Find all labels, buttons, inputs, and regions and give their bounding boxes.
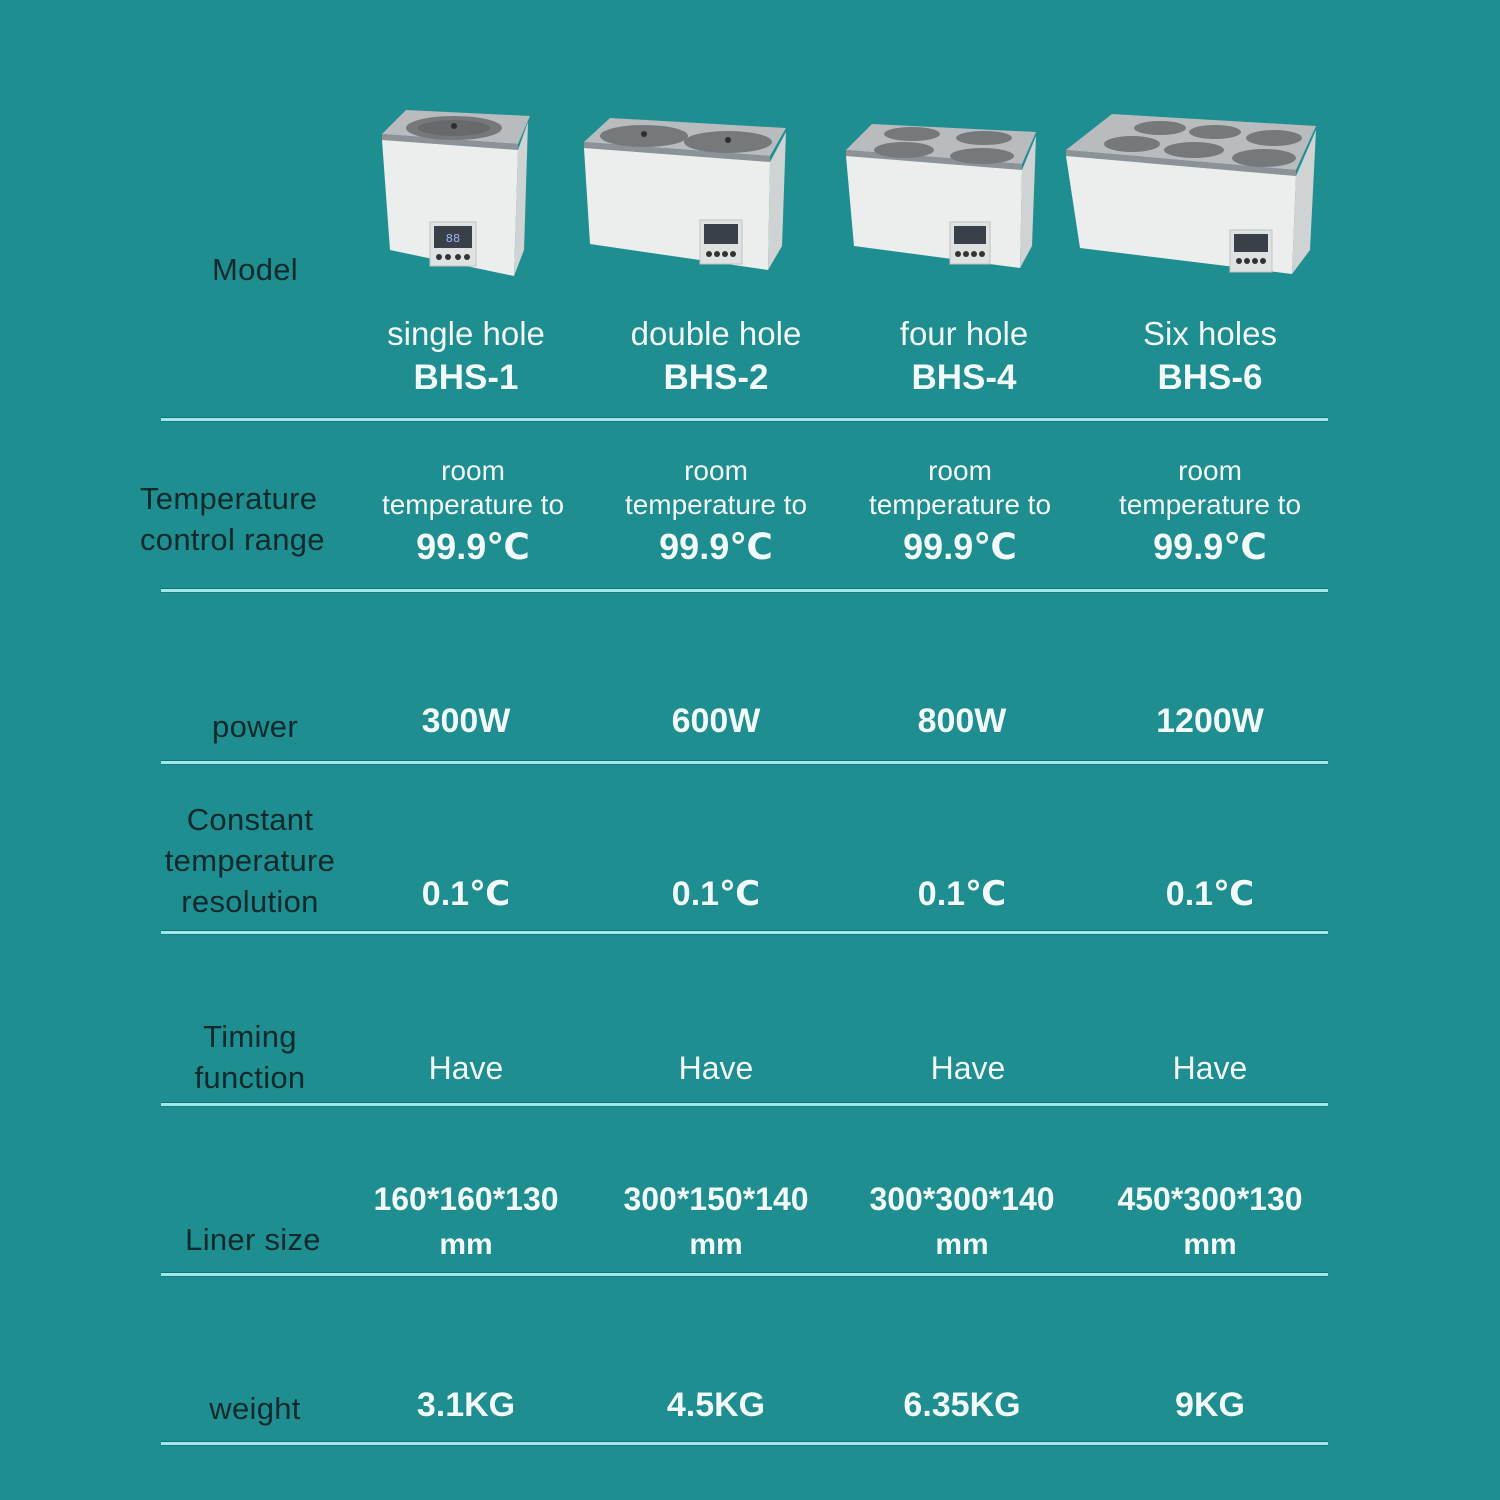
model-code: BHS-6 [1157, 358, 1263, 397]
temp-line: room [684, 455, 748, 486]
model-name: four hole [899, 315, 1029, 352]
row-label-weight: weight [209, 1391, 301, 1426]
temp-range-cell [348, 454, 598, 572]
row-divider [161, 931, 1328, 934]
temp-range-cell [1085, 454, 1335, 572]
label-line: function [194, 1060, 306, 1095]
temp-range-cell [591, 454, 841, 572]
svg-text:88: 88 [445, 232, 461, 246]
model-code: BHS-4 [911, 358, 1017, 397]
label-line: resolution [181, 884, 319, 919]
row-label-temperature-range [140, 478, 368, 560]
temp-line: room [1178, 455, 1242, 486]
label-line: Constant [186, 802, 314, 837]
water-bath-4-hole-image [842, 118, 1038, 273]
power-value: 300W [421, 702, 511, 740]
row-divider [161, 1103, 1328, 1106]
weight-value: 4.5KG [666, 1386, 766, 1424]
power-value: 600W [671, 702, 761, 740]
water-bath-6-hole-image [1060, 108, 1320, 280]
row-label-power: power [212, 709, 298, 744]
row-divider [161, 418, 1328, 421]
resolution-value: 0.1℃ [421, 875, 511, 913]
weight-value: 6.35KG [903, 1386, 1021, 1424]
weight-value: 3.1KG [416, 1386, 516, 1424]
liner-unit: mm [1183, 1228, 1237, 1261]
temp-value: 99.9℃ [659, 526, 773, 567]
temp-value: 99.9℃ [903, 526, 1017, 567]
label-line: Temperature [140, 481, 318, 516]
liner-dimensions: 450*300*130 [1117, 1181, 1303, 1217]
weight-value: 9KG [1175, 1386, 1245, 1424]
liner-dimensions: 300*300*140 [869, 1181, 1055, 1217]
row-label-resolution [140, 799, 360, 922]
temp-line: temperature to [381, 489, 565, 520]
row-label-liner-size: Liner size [185, 1222, 321, 1257]
resolution-value: 0.1℃ [671, 875, 761, 913]
model-cell [839, 312, 1089, 400]
liner-unit: mm [439, 1228, 493, 1261]
liner-size-cell [837, 1176, 1087, 1268]
temp-line: temperature to [624, 489, 808, 520]
liner-unit: mm [935, 1228, 989, 1261]
model-cell [591, 312, 841, 400]
liner-size-cell [591, 1176, 841, 1268]
temp-range-cell [835, 454, 1085, 572]
power-value: 800W [917, 702, 1007, 740]
row-label-model: Model [212, 252, 298, 287]
timing-value: Have [930, 1050, 1006, 1086]
model-name: Six holes [1143, 315, 1277, 352]
water-bath-1-hole-image [368, 104, 538, 284]
row-divider [161, 1273, 1328, 1276]
label-line: temperature [164, 843, 336, 878]
temp-line: room [441, 455, 505, 486]
model-name: single hole [387, 315, 545, 352]
row-label-timing [150, 1016, 350, 1098]
temp-value: 99.9℃ [416, 526, 530, 567]
timing-value: Have [1172, 1050, 1248, 1086]
row-divider [161, 761, 1328, 764]
water-bath-2-hole-image [580, 112, 790, 277]
model-code: BHS-1 [413, 358, 519, 397]
liner-dimensions: 300*150*140 [623, 1181, 809, 1217]
resolution-value: 0.1℃ [917, 875, 1007, 913]
timing-value: Have [678, 1050, 754, 1086]
model-cell [1085, 312, 1335, 400]
liner-size-cell [1085, 1176, 1335, 1268]
temp-value: 99.9℃ [1153, 526, 1267, 567]
temp-line: room [928, 455, 992, 486]
row-divider [161, 589, 1328, 592]
temp-line: temperature to [868, 489, 1052, 520]
resolution-value: 0.1℃ [1165, 875, 1255, 913]
liner-dimensions: 160*160*130 [373, 1181, 559, 1217]
model-code: BHS-2 [663, 358, 769, 397]
temp-line: temperature to [1118, 489, 1302, 520]
model-name: double hole [630, 315, 802, 352]
label-line: control range [140, 522, 325, 557]
power-value: 1200W [1156, 702, 1264, 740]
timing-value: Have [428, 1050, 504, 1086]
label-line: Timing [203, 1019, 297, 1054]
row-divider [161, 1442, 1328, 1445]
model-cell [341, 312, 591, 400]
liner-unit: mm [689, 1228, 743, 1261]
liner-size-cell [341, 1176, 591, 1268]
